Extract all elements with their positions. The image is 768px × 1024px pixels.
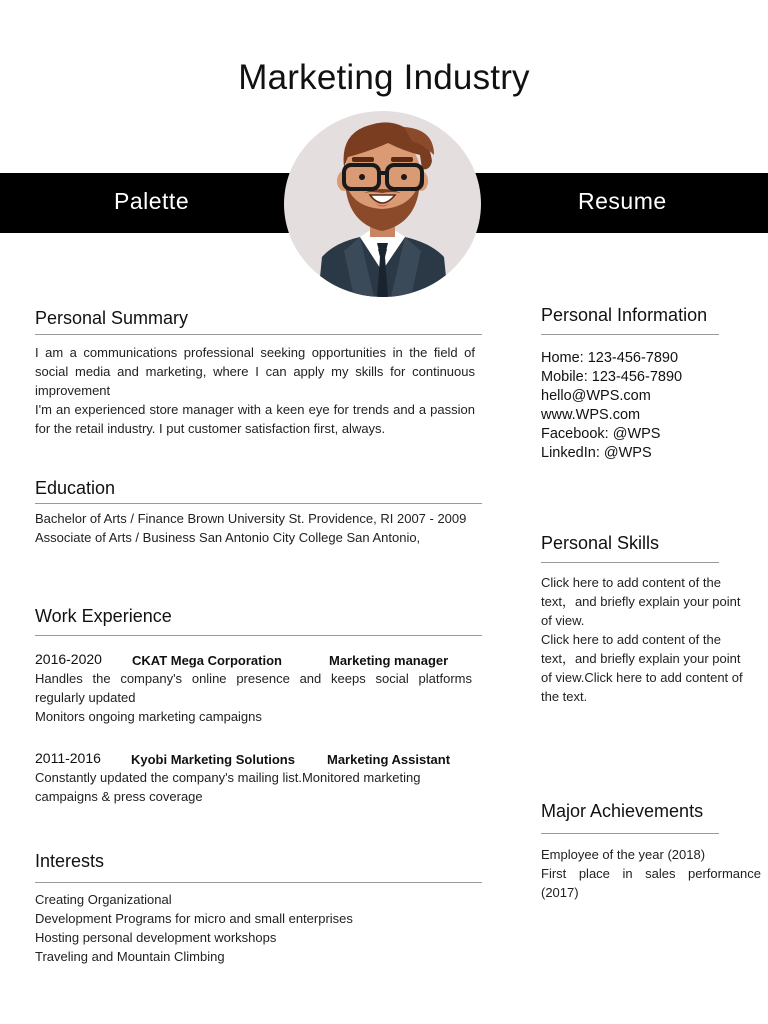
job-position: Marketing Assistant [327,752,451,767]
summary-divider [35,334,482,335]
job-line: Monitors ongoing marketing campaigns [35,709,262,724]
job-company: Kyobi Marketing Solutions [131,752,295,767]
summary-paragraph-2: I'm an experienced store manager with a keen eye for trends and a passion for the retail industry. I put customer satisfaction first, always. [35,402,475,436]
education-item: Bachelor of Arts / Finance Brown University St. Providence, RI 2007 - 2009 [35,511,467,526]
interest-item: Traveling and Mountain Climbing [35,949,225,964]
education-heading: Education [35,478,116,498]
skills-heading: Personal Skills [541,533,660,553]
personal-info-divider [541,334,719,335]
job-position-wrap [329,652,448,668]
personal-info-list [541,349,761,463]
achievements-divider [541,833,719,834]
contact-mobile: Mobile: 123-456-7890 [541,369,683,385]
skills-paragraph-1: Click here to add content of the text，and briefly explain your point of view. [541,575,741,628]
job-position: Marketing manager [329,653,449,668]
interests-heading: Interests [35,851,105,871]
achievements-list [541,845,761,902]
job-company: CKAT Mega Corporation [132,653,282,668]
contact-facebook: Facebook: @WPS [541,426,661,442]
contact-website: www.WPS.com [541,407,641,423]
job-header [35,651,102,667]
achievements-heading: Major Achievements [541,801,704,821]
job-header [35,750,101,766]
education-divider [35,503,482,504]
avatar [284,111,481,297]
job-description [35,669,472,726]
interests-divider [35,882,482,883]
work-divider [35,635,482,636]
job-position-wrap [327,751,450,767]
interest-item: Creating Organizational [35,892,172,907]
achievement-item: First place in sales performance (2017) [541,866,761,900]
interests-list [35,890,475,966]
personal-info-heading: Personal Information [541,305,708,325]
job-line: Constantly updated the company's mailing list.Monitored marketing campaigns & press coverage [35,770,421,804]
band-right-text: Resume [578,188,667,214]
band-left-text: Palette [114,188,190,214]
job-years: 2016-2020 [35,651,102,667]
work-heading: Work Experience [35,606,172,626]
job-line: Handles the company's online presence and keeps social platforms regularly updated [35,671,472,705]
contact-home: Home: 123-456-7890 [541,350,679,366]
page-title: Marketing Industry [238,58,530,97]
education-list [35,509,475,547]
contact-linkedin: LinkedIn: @WPS [541,445,652,461]
contact-email: hello@WPS.com [541,388,651,404]
job-company-wrap [131,751,295,767]
education-item: Associate of Arts / Business San Antonio City College San Antonio, [35,530,421,545]
skills-divider [541,562,719,563]
interest-item: Development Programs for micro and small enterprises [35,911,353,926]
skills-text [541,573,746,706]
achievement-item: Employee of the year (2018) [541,847,706,862]
summary-heading: Personal Summary [35,308,189,328]
job-years: 2011-2016 [35,750,101,766]
interest-item: Hosting personal development workshops [35,930,277,945]
avatar-illustration [284,111,481,297]
summary-text [35,343,475,438]
skills-paragraph-2: Click here to add content of the text，and briefly explain your point of view.Click here to add content of the text. [541,632,743,704]
job-description [35,768,475,806]
job-company-wrap [132,652,282,668]
summary-paragraph-1: I am a communications professional seeking opportunities in the field of social media and marketing, where I can apply my skills for continuous improvement [35,345,475,398]
